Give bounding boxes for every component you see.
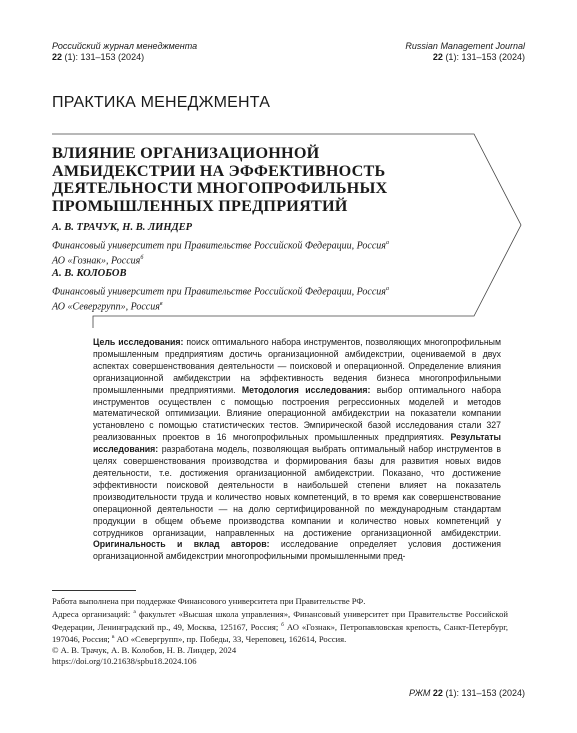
affiliation-group-2 <box>52 283 389 314</box>
abstract-originality-label: Оригинальность и вклад авторов: <box>93 539 270 550</box>
affiliation-text: АО «Севергрупп», Россия <box>52 301 160 313</box>
affiliation-text: Финансовый университет при Правительстве Российской Федерации, Россия <box>52 286 386 298</box>
journal-name-en: Russian Management Journal <box>405 41 525 51</box>
abstract-results-text: разработана модель, позволяющая выбрать оптимальный набор инструментов в целях совершенствования производства и формирования базы для развития новых видов деятельности, т.е. достижения организационной амбидекстрии. Показано, что достижение эффективности поисковой деятельности в наибольшей степени влияет на показатель производительности труда и количество новых компетенций, в то время как совершенствование операционной деятельности — на долю сертифицированной по международным стандартам продукции в общем объеме производства компании и количество новых компетенций у сотрудников организации, направленных на достижение организационной амбидекстрии. <box>93 444 501 538</box>
authors-group-1: А. В. ТРАЧУК, Н. В. ЛИНДЕР <box>52 222 193 233</box>
abstract-results-label: Результаты исследования: <box>93 432 501 455</box>
article-title <box>52 145 472 215</box>
section-title: ПРАКТИКА МЕНЕДЖМЕНТА <box>52 94 271 111</box>
title-line: ВЛИЯНИЕ ОРГАНИЗАЦИОННОЙ <box>52 144 320 162</box>
address-text: АО «Гознак», Петропавловская крепость, Санкт-Петербург, 197046, Россия; <box>52 621 508 645</box>
address-text: факультет «Высшая школа управления», Финансовый университет при Правительстве Российской Федерации, Ленинградский пр., 49, Москва, 125167, Россия; <box>52 608 508 632</box>
addresses-note <box>52 607 508 645</box>
abstract-goal-text: поиск оптимального набора инструментов, позволяющих многопрофильным промышленным предприятиям достичь организационной амбидекстрии, оцениваемой в двух аспектах совершенствования деятельности — поисковой и операционной. Определение влияния организационной амбидекстрии на эффективность ведения бизнеса многопрофильными промышленными предприятиями. <box>93 337 501 395</box>
affiliation-group-1 <box>52 237 389 268</box>
volume-number: 22 <box>52 52 63 62</box>
copyright-note: © А. В. Трачук, А. В. Колобов, Н. В. Линдер, 2024 <box>52 645 237 656</box>
affiliation-text: АО «Гознак», Россия <box>52 255 141 267</box>
abstract-goal-label: Цель исследования: <box>93 337 184 347</box>
title-line: ПРОМЫШЛЕННЫХ ПРЕДПРИЯТИЙ <box>52 196 348 215</box>
affiliation-line <box>52 252 389 267</box>
footnote-divider <box>52 590 136 591</box>
journal-name-ru: Российский журнал менеджмента <box>52 41 198 51</box>
affiliation-line <box>52 283 389 298</box>
address-text: АО «Севергрупп», пр. Победы, 33, Череповец, 162614, Россия. <box>114 634 347 645</box>
page-footer <box>409 688 525 698</box>
volume-number: 22 <box>432 52 443 62</box>
authors-group-2: А. В. КОЛОБОВ <box>52 268 127 279</box>
affiliation-line <box>52 298 389 313</box>
affiliation-marker: б <box>281 621 284 628</box>
affiliation-marker: a <box>385 240 389 246</box>
funding-note: Работа выполнена при поддержке Финансового университета при Правительстве РФ. <box>52 596 366 606</box>
affiliation-text: Финансовый университет при Правительстве Российской Федерации, Россия <box>52 240 386 252</box>
title-line: ДЕЯТЕЛЬНОСТИ МНОГОПРОФИЛЬНЫХ <box>52 179 388 197</box>
affiliation-marker: в <box>111 634 115 641</box>
issue-pages: (1): 131–153 (2024) <box>442 52 525 62</box>
affiliation-marker: б <box>140 255 144 262</box>
footnotes <box>52 596 508 667</box>
issue-pages: (1): 131–153 (2024) <box>62 52 145 62</box>
abstract-method-label: Методология исследования: <box>235 384 371 395</box>
abstract <box>93 337 501 563</box>
affiliation-marker: в <box>159 301 163 308</box>
addresses-label: Адреса организаций: <box>52 608 134 619</box>
affiliation-line <box>52 237 389 252</box>
doi-link[interactable]: https://doi.org/10.21638/spbu18.2024.106 <box>52 656 197 667</box>
journal-abbreviation: РЖМ <box>409 688 431 698</box>
abstract-originality-text: исследование определяет условия достижения организационной амбидекстрии многопрофильными промышленными пред- <box>93 539 501 562</box>
affiliation-marker: a <box>133 608 136 615</box>
affiliation-marker: a <box>385 286 389 292</box>
volume-number: 22 <box>432 688 443 698</box>
title-line: АМБИДЕКСТРИИ НА ЭФФЕКТИВНОСТЬ <box>52 161 386 180</box>
abstract-method-text: выбор оптимального набора инструментов осуществлен с помощью построения регрессионных моделей и методов математической оптимизации. Влияние операционной амбидекстрии на показатели компании установлено с помощью статистических тестов. Эмпирической базой исследования стали 327 реализованных проектов в 16 многопрофильных промышленных предприятиях. <box>93 384 501 443</box>
issue-pages: (1): 131–153 (2024) <box>442 688 525 698</box>
